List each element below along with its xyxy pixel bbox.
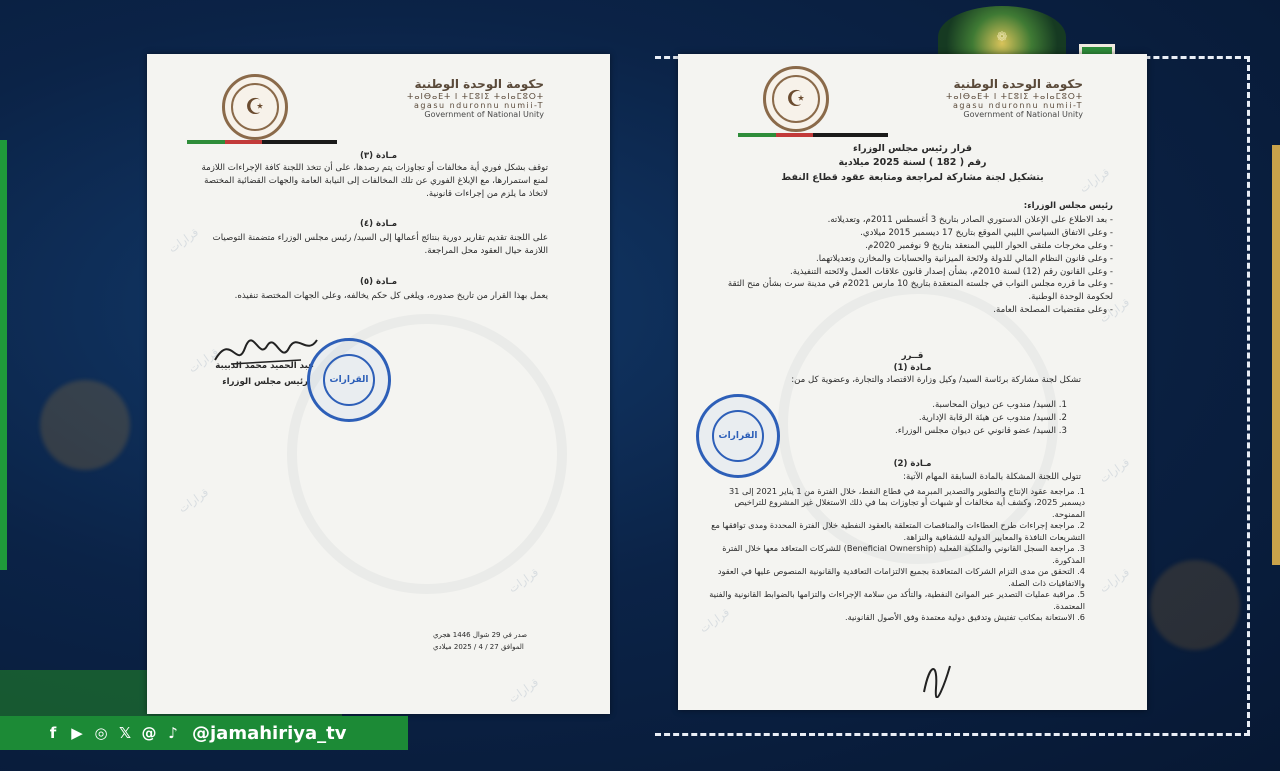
preamble-item: - وعلى ما قرره مجلس النواب في جلسته المنعقدة بتاريخ 10 مارس 2021م في مدينة سرت بشأن منح الثقة لحكومة الوحدة الوطنية.: [727, 279, 1113, 303]
gov-name-tifinagh: ⵜⴰⵏⴱⴰⴹⵜ ⵏ ⵜⵎⵓⵏⵉ ⵜⴰⵏⴰⵎⵓⵔⵜ: [407, 91, 544, 101]
x-icon[interactable]: 𝕏: [118, 724, 132, 742]
watermark-text: قرارات: [1097, 295, 1132, 326]
document-page-right: [678, 54, 1147, 710]
flag-stripe: [738, 133, 888, 137]
preamble-item: - وعلى مخرجات ملتقى الحوار الليبي المنعقد بتاريخ 9 نوفمبر 2020م.: [865, 240, 1113, 251]
signer-title: رئيس مجلس الوزراء: [222, 377, 308, 387]
date-gregorian: الموافق 27 / 4 / 2025 ميلادي: [433, 643, 524, 651]
preamble-item: - وعلى الاتفاق السياسي الليبي الموقع بتاريخ 17 ديسمبر 2015 ميلادي.: [860, 227, 1113, 238]
gov-name-en: Government of National Unity: [963, 110, 1083, 120]
document-page-left: [147, 54, 610, 714]
gov-name-latin: agasu nduronnu numii-T: [952, 100, 1083, 110]
task-item: 4. التحقق من مدى التزام الشركات المتعاقدة بجميع الالتزامات التعاقدية والقانونية المنصوص عليها في العقود والاتفاقيات ذات الصلة.: [717, 566, 1085, 588]
article-5-title: مـادة (٥): [359, 277, 398, 287]
article-5-text: يعمل بهذا القرار من تاريخ صدوره، ويلغى كل حكم يخالفه، وعلى الجهات المختصة تنفيذه.: [234, 291, 548, 301]
initials-signature: [916, 658, 956, 698]
crescent-star-icon: ☪: [231, 83, 279, 131]
social-handle[interactable]: @jamahiriya_tv: [192, 722, 347, 744]
gov-name-en: Government of National Unity: [424, 110, 544, 120]
watermark-text: قرارات: [186, 345, 221, 376]
article-2-title: مـادة (2): [893, 459, 932, 469]
task-item: 6. الاستعانة بمكاتب تفتيش وتدقيق دولية معتمدة وفق الأصول القانونية.: [844, 612, 1085, 623]
article-3-text: توقف بشكل فوري أية مخالفات أو تجاوزات يتم رصدها، على أن تتخذ اللجنة كافة الإجراءات اللازمة لمنع استمرارها، مع الإبلاغ الفوري عن تلك المخالفات إلى النيابة العامة والجهات القضائية المختصة لاتخاذ ما يلزم من إجراءات قانونية.: [201, 163, 548, 199]
government-emblem: [763, 66, 829, 132]
preamble-heading: رئيس مجلس الوزراء:: [1023, 201, 1113, 211]
task-item: 3. مراجعة السجل القانوني والملكية الفعلية (Beneficial Ownership) للشركات المتعاقد معها خلال الفترة المذكورة.: [722, 543, 1085, 565]
article-4-text: على اللجنة تقديم تقارير دورية بنتائج أعمالها إلى السيد/ رئيس مجلس الوزراء متضمنة التوصيات اللازمة حيال العقود محل المراجعة.: [212, 233, 548, 256]
preamble-item: - وعلى القانون رقم (12) لسنة 2010م، بشأن إصدار قانون علاقات العمل ولائحته التنفيذية.: [790, 266, 1113, 277]
government-header: [407, 78, 544, 119]
facebook-icon[interactable]: f: [49, 724, 57, 742]
government-header: [946, 78, 1083, 119]
left-accent-bar: [0, 140, 7, 570]
preamble-item: - وعلى مقتضيات المصلحة العامة.: [993, 305, 1113, 316]
article-3-title: مـادة (٣): [359, 151, 398, 161]
stamp-label: القرارات: [329, 374, 369, 385]
watermark-text: قرارات: [506, 565, 541, 596]
member-item: 3. السيد/ عضو قانوني عن ديوان مجلس الوزراء.: [894, 425, 1067, 436]
gov-name-ar: حكومة الوحدة الوطنية: [414, 77, 544, 91]
watermark-text: قرارات: [1097, 455, 1132, 486]
article-4-title: مـادة (٤): [359, 219, 398, 229]
youtube-icon[interactable]: ▶: [71, 724, 83, 742]
watermark-text: قرارات: [166, 225, 201, 256]
gov-name-ar: حكومة الوحدة الوطنية: [953, 77, 1083, 91]
watermark-text: قرارات: [506, 675, 541, 706]
watermark-text: قرارات: [176, 485, 211, 516]
qarar-heading: قــرر: [901, 351, 924, 361]
right-accent-bar: [1272, 145, 1280, 565]
gov-name-latin: agasu nduronnu numii-T: [413, 100, 544, 110]
social-media-bar: [0, 716, 408, 750]
article-1-title: مـادة (1): [893, 363, 932, 373]
official-stamp: [307, 338, 391, 422]
member-item: 1. السيد/ مندوب عن ديوان المحاسبة.: [932, 400, 1067, 410]
threads-icon[interactable]: @: [141, 724, 157, 742]
task-item: 5. مراقبة عمليات التصدير عبر الموانئ النفطية، والتأكد من سلامة الإجراءات والتزامها بالضوابط القانونية والفنية المعتمدة.: [709, 589, 1085, 611]
instagram-icon[interactable]: ◎: [94, 724, 108, 742]
background-glow: [40, 380, 130, 470]
decision-subject: بتشكيل لجنة مشاركة لمراجعة ومتابعة عقود قطاع النفط: [781, 172, 1044, 183]
preamble-list: [708, 214, 1113, 317]
article-1-members: [828, 399, 1067, 438]
preamble-item: - وعلى قانون النظام المالي للدولة ولائحة الميزانية والحسابات والمخازن وتعديلاتهما.: [815, 253, 1113, 264]
tiktok-icon[interactable]: ♪: [168, 724, 178, 742]
member-item: 2. السيد/ مندوب عن هيئة الرقابة الإدارية.: [918, 412, 1067, 423]
decision-number: رقم ( 182 ) لسنة 2025 ميلادية: [838, 157, 987, 168]
watermark-text: قرارات: [1097, 565, 1132, 596]
watermark-text: قرارات: [697, 605, 732, 636]
watermark-text: قرارات: [1077, 165, 1112, 196]
decision-title: قرار رئيس مجلس الوزراء: [853, 143, 972, 154]
article-1-intro: تشكل لجنة مشاركة برئاسة السيد/ وكيل وزارة الاقتصاد والتجارة، وعضوية كل من:: [791, 375, 1081, 385]
preamble-item: - بعد الاطلاع على الإعلان الدستوري الصادر بتاريخ 3 أغسطس 2011م، وتعديلاته.: [827, 215, 1113, 225]
date-hijri: صدر في 29 شوال 1446 هجري: [433, 631, 528, 639]
task-item: 2. مراجعة إجراءات طرح العطاءات والمناقصات المتعلقة بالعقود النفطية خلال الفترة المحددة ومدى توافقها مع التشريعات النافذة والمعايير الدولية للشفافية والنزاهة.: [711, 520, 1085, 542]
stamp-label: القرارات: [718, 430, 758, 441]
flag-stripe: [187, 140, 337, 144]
gov-name-tifinagh: ⵜⴰⵏⴱⴰⴹⵜ ⵏ ⵜⵎⵓⵏⵉ ⵜⴰⵏⴰⵎⵓⵔⵜ: [946, 91, 1083, 101]
crescent-star-icon: ☪: [772, 75, 820, 123]
signer-name: عبد الحميد محمد الدبيبة: [215, 361, 314, 371]
article-2-intro: تتولى اللجنة المشكلة بالمادة السابقة المهام الآتية:: [903, 472, 1081, 482]
article-2-tasks: [702, 486, 1085, 624]
channel-logo: ❁: [938, 6, 1066, 68]
government-emblem: [222, 74, 288, 140]
task-item: 1. مراجعة عقود الإنتاج والتطوير والتصدير المبرمة في قطاع النفط، خلال الفترة من 1 يناير 2021 إلى 31 ديسمبر 2025، وكشف أية مخالفات أو شبهات أو تجاوزات بما في ذلك الاستغلال غير المشروع للتراخيص الممنوحة.: [729, 486, 1085, 519]
